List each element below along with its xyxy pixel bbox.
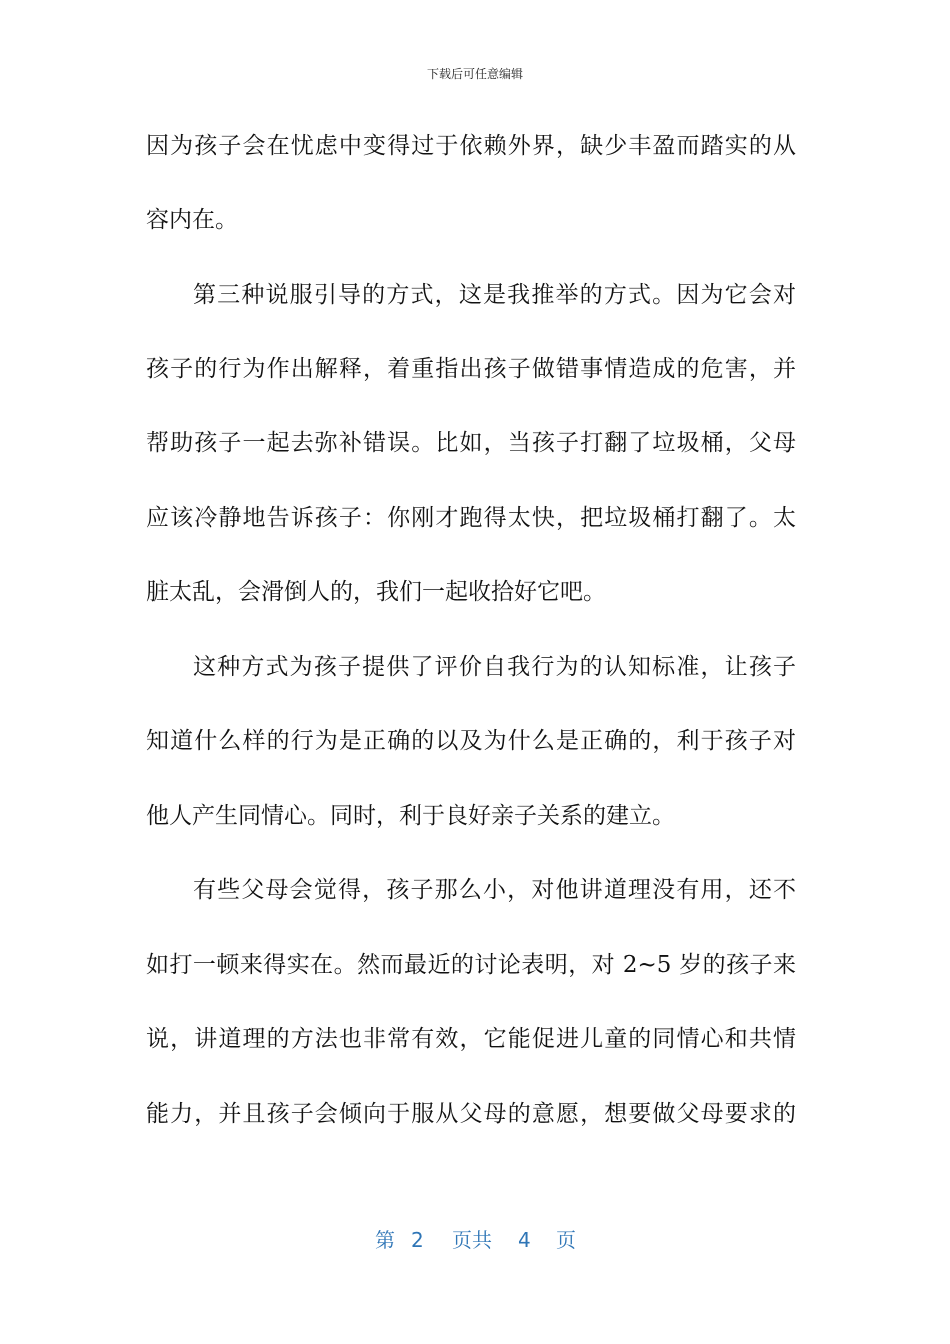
body-line-4: 孩子的行为作出解释，着重指出孩子做错事情造成的危害，并 <box>146 356 796 382</box>
body-line-1: 因为孩子会在忧虑中变得过于依赖外界，缺少丰盈而踏实的从 <box>146 133 796 159</box>
footer-total-pages: 4 <box>518 1228 531 1252</box>
page-footer <box>0 1226 950 1254</box>
header-edit-note: 下载后可任意编辑 <box>426 67 523 81</box>
body-line-11: 有些父母会觉得，孩子那么小，对他讲道理没有用，还不 <box>193 877 796 903</box>
body-line-6: 应该冷静地告诉孩子：你刚才跑得太快，把垃圾桶打翻了。太 <box>146 505 796 531</box>
body-line-10: 他人产生同情心。同时，利于良好亲子关系的建立。 <box>146 803 675 829</box>
footer-current-page: 2 <box>411 1228 424 1252</box>
footer-page-mid: 页共 <box>452 1228 492 1252</box>
body-line-13: 说，讲道理的方法也非常有效，它能促进儿童的同情心和共情 <box>146 1026 796 1052</box>
body-line-9: 知道什么样的行为是正确的以及为什么是正确的，利于孩子对 <box>146 728 796 754</box>
body-line-8: 这种方式为孩子提供了评价自我行为的认知标准，让孩子 <box>193 654 796 680</box>
body-line-3: 第三种说服引导的方式，这是我推举的方式。因为它会对 <box>193 282 796 308</box>
footer-page-suffix: 页 <box>556 1228 576 1252</box>
body-line-7: 脏太乱，会滑倒人的，我们一起收拾好它吧。 <box>146 579 606 605</box>
body-line-5: 帮助孩子一起去弥补错误。比如，当孩子打翻了垃圾桶，父母 <box>146 430 796 456</box>
body-line-2: 容内在。 <box>146 207 238 233</box>
body-line-14: 能力，并且孩子会倾向于服从父母的意愿，想要做父母要求的 <box>146 1101 796 1127</box>
body-line-12: 如打一顿来得实在。然而最近的讨论表明，对 2~5 岁的孩子来 <box>146 952 796 978</box>
footer-page-prefix: 第 <box>375 1228 395 1252</box>
